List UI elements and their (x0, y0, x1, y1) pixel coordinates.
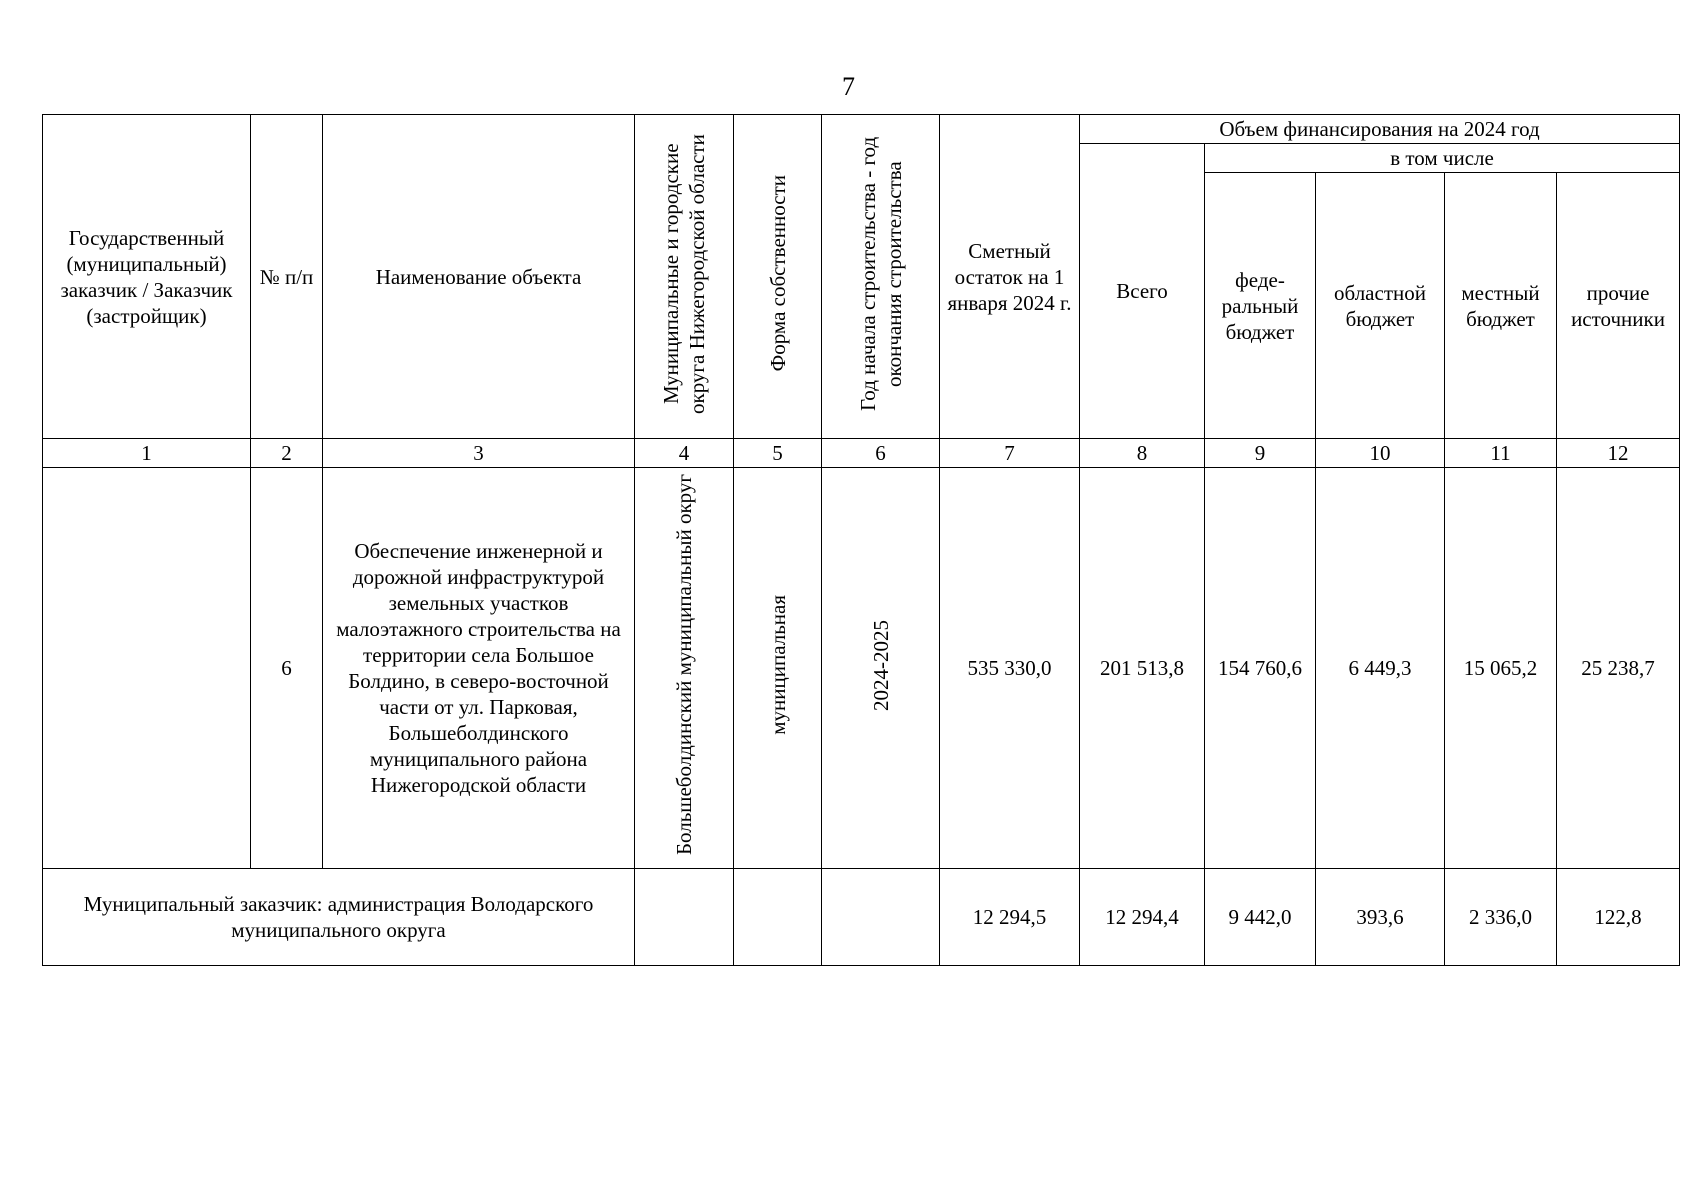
column-number: 4 (635, 439, 734, 468)
row-object-name: Обеспечение инженерной и дорожной инфраструктурой земельных участков малоэтажного строительства на территории села Большое Болдино, в северо-восточной части от ул. Парковая, Большеболдинского муниципального района Нижегородской области (323, 468, 635, 869)
summary-balance: 12 294,5 (940, 869, 1080, 966)
row-federal: 154 760,6 (1205, 468, 1316, 869)
row-other: 25 238,7 (1557, 468, 1680, 869)
row-balance: 535 330,0 (940, 468, 1080, 869)
column-number: 6 (822, 439, 940, 468)
summary-empty (635, 869, 734, 966)
summary-regional: 393,6 (1316, 869, 1445, 966)
row-customer (43, 468, 251, 869)
column-number: 1 (43, 439, 251, 468)
header-total: Всего (1080, 144, 1205, 439)
header-other: прочие источники (1557, 173, 1680, 439)
column-number: 11 (1445, 439, 1557, 468)
row-municipality: Большеболдинский муниципальный округ (672, 474, 696, 856)
column-number: 12 (1557, 439, 1680, 468)
row-municipality-cell (635, 468, 734, 869)
header-object-name: Наименование объекта (323, 115, 635, 439)
header-years: Год начала строительства - год окончания строительства (855, 136, 906, 411)
row-regional: 6 449,3 (1316, 468, 1445, 869)
table-row (43, 468, 1680, 869)
column-number: 9 (1205, 439, 1316, 468)
header-ownership-cell (734, 115, 822, 439)
header-ownership: Форма собственности (765, 175, 790, 372)
header-local: местный бюджет (1445, 173, 1557, 439)
row-total: 201 513,8 (1080, 468, 1205, 869)
header-municipality-cell (635, 115, 734, 439)
column-number: 3 (323, 439, 635, 468)
summary-row (43, 869, 1680, 966)
header-municipality: Муниципальные и городские округа Нижегородской области (659, 133, 709, 414)
row-local: 15 065,2 (1445, 468, 1557, 869)
header-federal: феде-ральный бюджет (1205, 173, 1316, 439)
row-num: 6 (251, 468, 323, 869)
financing-table (42, 114, 1680, 966)
column-number: 10 (1316, 439, 1445, 468)
summary-label: Муниципальный заказчик: администрация Володарского муниципального округа (43, 869, 635, 966)
row-ownership-cell (734, 468, 822, 869)
column-number-row (43, 439, 1680, 468)
header-num: № п/п (251, 115, 323, 439)
header-including: в том числе (1205, 144, 1680, 173)
row-ownership: муниципальная (765, 595, 790, 735)
row-years: 2024-2025 (868, 619, 893, 711)
column-number: 2 (251, 439, 323, 468)
summary-empty (822, 869, 940, 966)
row-years-cell (822, 468, 940, 869)
column-number: 5 (734, 439, 822, 468)
header-regional: областной бюджет (1316, 173, 1445, 439)
summary-local: 2 336,0 (1445, 869, 1557, 966)
header-row-top (43, 115, 1680, 144)
page-number: 7 (842, 72, 855, 101)
header-years-cell (822, 115, 940, 439)
summary-total: 12 294,4 (1080, 869, 1205, 966)
header-balance: Сметный остаток на 1 января 2024 г. (940, 115, 1080, 439)
summary-federal: 9 442,0 (1205, 869, 1316, 966)
column-number: 7 (940, 439, 1080, 468)
header-financing: Объем финансирования на 2024 год (1080, 115, 1680, 144)
summary-empty (734, 869, 822, 966)
column-number: 8 (1080, 439, 1205, 468)
summary-other: 122,8 (1557, 869, 1680, 966)
header-customer: Государственный (муниципальный) заказчик / Заказчик (застройщик) (43, 115, 251, 439)
